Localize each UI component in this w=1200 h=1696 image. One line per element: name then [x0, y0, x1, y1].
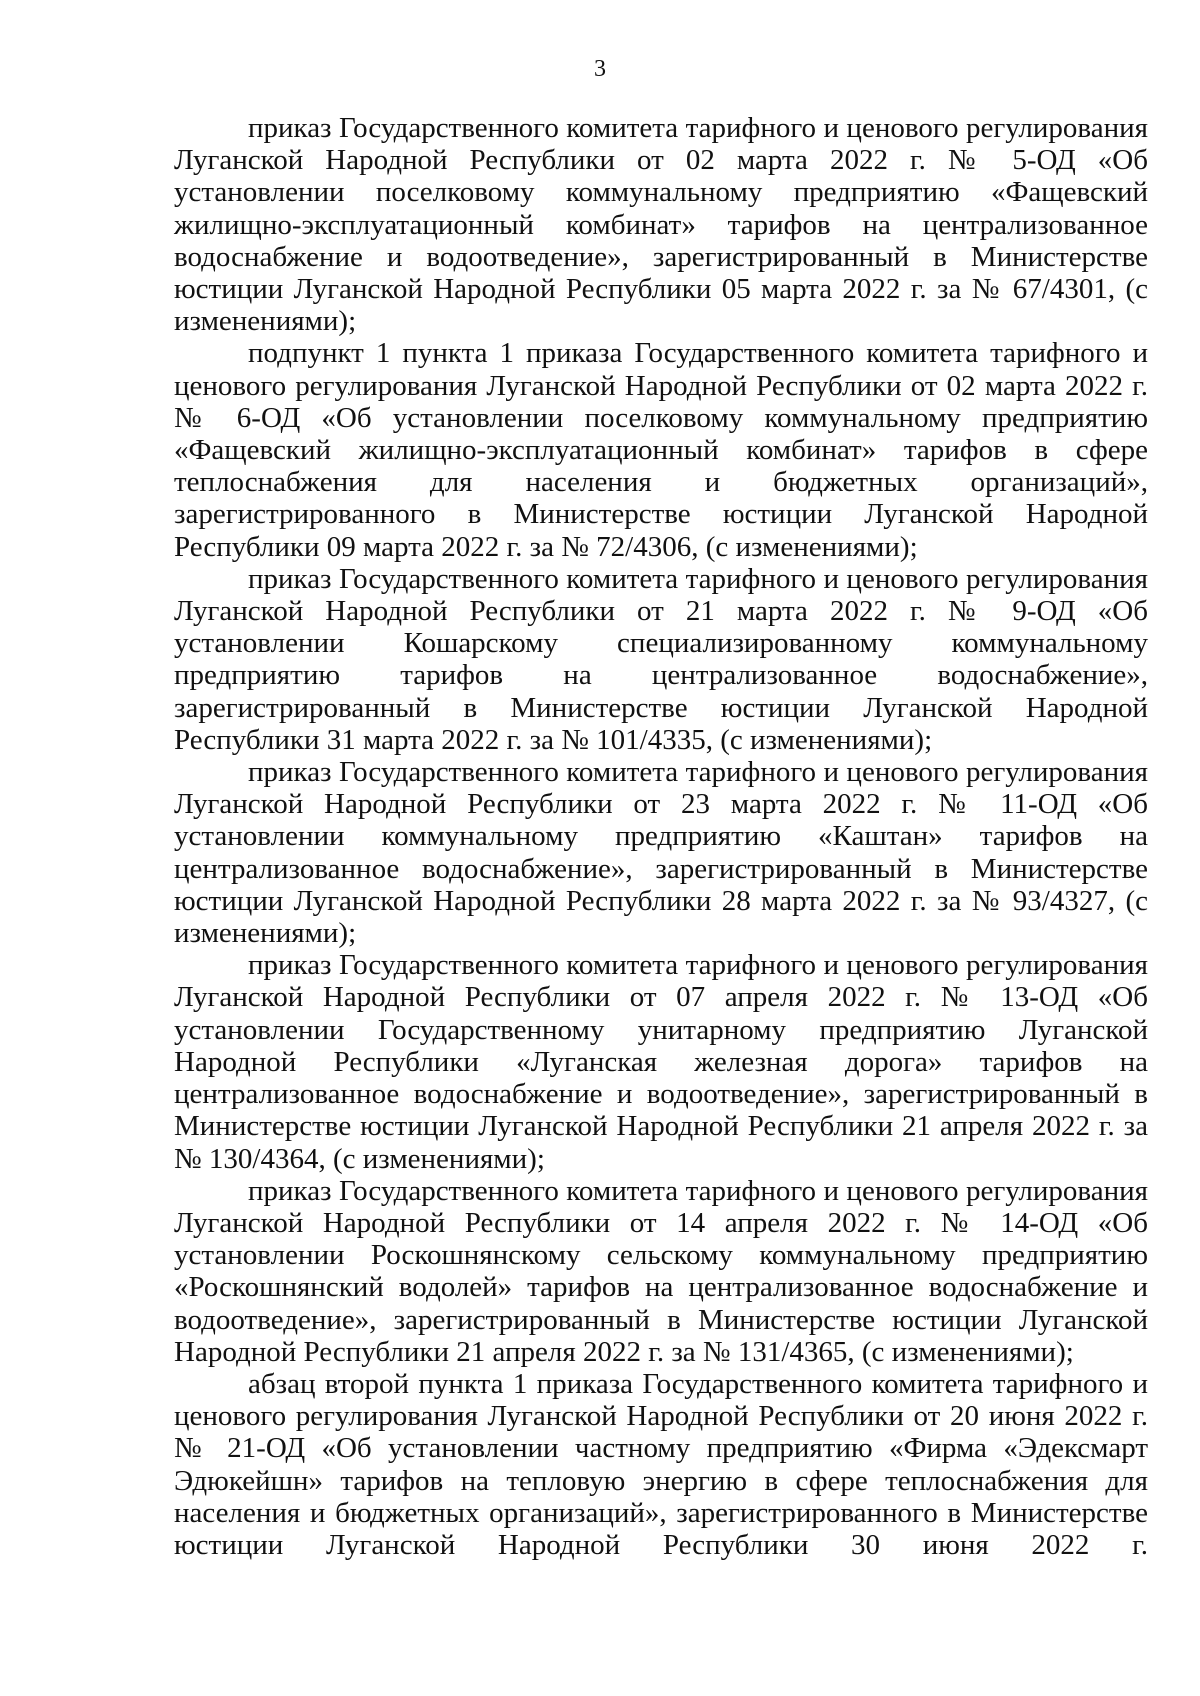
- page-number: 3: [594, 56, 606, 82]
- paragraph-order-21-od: абзац второй пункта 1 приказа Государственного комитета тарифного и ценового регулирования Луганской Народной Республики от 20 июня 2022 г. № 21-ОД «Об установлении частному предприятию «Фирма «Эдексмарт Эдюкейшн» тарифов на тепловую энергию в сфере теплоснабжения для населения и бюджетных организаций», зарегистрированного в Министерстве юстиции Луганской Народной Республики 30 июня 2022 г.: [174, 1367, 1148, 1561]
- paragraph-order-14-od: приказ Государственного комитета тарифного и ценового регулирования Луганской Народной Республики от 14 апреля 2022 г. № 14-ОД «Об установлении Роскошнянскому сельскому коммунальному предприятию «Роскошнянский водолей» тарифов на централизованное водоснабжение и водоотведение», зарегистрированный в Министерстве юстиции Луганской Народной Республики 21 апреля 2022 г. за № 131/4365, (с изменениями);: [174, 1174, 1148, 1368]
- paragraph-order-6-od: подпункт 1 пункта 1 приказа Государственного комитета тарифного и ценового регулирования Луганской Народной Республики от 02 марта 2022 г. № 6-ОД «Об установлении поселковому коммунальному предприятию «Фащевский жилищно-эксплуатационный комбинат» тарифов в сфере теплоснабжения для населения и бюджетных организаций», зарегистрированного в Министерстве юстиции Луганской Народной Республики 09 марта 2022 г. за № 72/4306, (с изменениями);: [174, 337, 1148, 563]
- document-body: [174, 112, 1148, 1561]
- paragraph-order-9-od: приказ Государственного комитета тарифного и ценового регулирования Луганской Народной Республики от 21 марта 2022 г. № 9-ОД «Об установлении Кошарскому специализированному коммунальному предприятию тарифов на централизованное водоснабжение», зарегистрированный в Министерстве юстиции Луганской Народной Республики 31 марта 2022 г. за № 101/4335, (с изменениями);: [174, 562, 1148, 756]
- paragraph-order-11-od: приказ Государственного комитета тарифного и ценового регулирования Луганской Народной Республики от 23 марта 2022 г. № 11-ОД «Об установлении коммунальному предприятию «Каштан» тарифов на централизованное водоснабжение», зарегистрированный в Министерстве юстиции Луганской Народной Республики 28 марта 2022 г. за № 93/4327, (с изменениями);: [174, 756, 1148, 950]
- paragraph-order-5-od: приказ Государственного комитета тарифного и ценового регулирования Луганской Народной Республики от 02 марта 2022 г. № 5-ОД «Об установлении поселковому коммунальному предприятию «Фащевский жилищно-эксплуатационный комбинат» тарифов на централизованное водоснабжение и водоотведение», зарегистрированный в Министерстве юстиции Луганской Народной Республики 05 марта 2022 г. за № 67/4301, (с изменениями);: [174, 112, 1148, 338]
- paragraph-order-13-od: приказ Государственного комитета тарифного и ценового регулирования Луганской Народной Республики от 07 апреля 2022 г. № 13-ОД «Об установлении Государственному унитарному предприятию Луганской Народной Республики «Луганская железная дорога» тарифов на централизованное водоснабжение и водоотведение», зарегистрированный в Министерстве юстиции Луганской Народной Республики 21 апреля 2022 г. за № 130/4364, (с изменениями);: [174, 949, 1148, 1175]
